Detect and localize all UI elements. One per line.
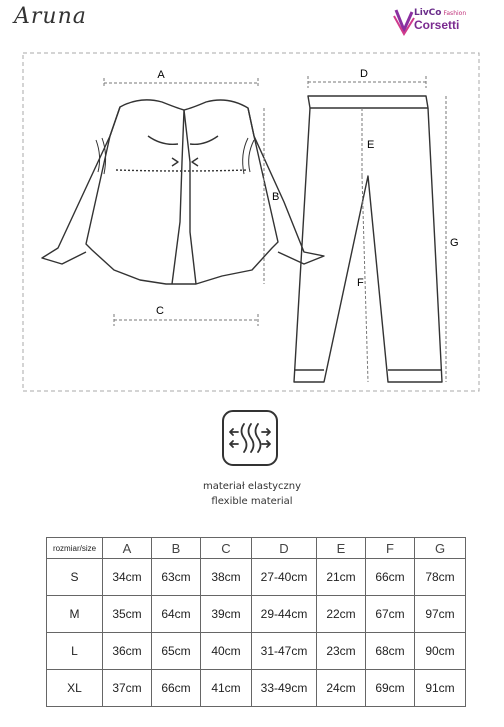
size-cell: S — [47, 559, 103, 596]
brand-name-text: Corsetti — [414, 18, 460, 32]
garment-diagram — [22, 52, 480, 392]
table-cell: 66cm — [366, 559, 415, 596]
label-e: E — [367, 139, 375, 151]
label-f: F — [357, 277, 364, 289]
table-cell: 66cm — [152, 670, 201, 707]
jacket-drawing — [42, 100, 324, 284]
table-cell: 41cm — [201, 670, 252, 707]
flexible-material-icon — [222, 410, 278, 466]
table-cell: 35cm — [103, 596, 152, 633]
brand-logo — [392, 4, 492, 38]
pants-dimensions — [308, 76, 446, 382]
size-table — [46, 537, 466, 707]
column-header-f: F — [366, 538, 415, 559]
column-header-d: D — [252, 538, 317, 559]
table-cell: 22cm — [317, 596, 366, 633]
table-row — [47, 596, 466, 633]
table-cell: 39cm — [201, 596, 252, 633]
table-cell: 31-47cm — [252, 633, 317, 670]
table-cell: 34cm — [103, 559, 152, 596]
table-cell: 38cm — [201, 559, 252, 596]
material-label-en: flexible material — [211, 496, 293, 507]
label-d: D — [360, 68, 368, 80]
stretch-arrows-icon — [224, 412, 276, 464]
table-cell: 23cm — [317, 633, 366, 670]
table-cell: 67cm — [366, 596, 415, 633]
brand-top-text: LivCo — [414, 8, 442, 18]
table-cell: 24cm — [317, 670, 366, 707]
material-label-pl: materiał elastyczny — [202, 481, 302, 492]
table-cell: 97cm — [415, 596, 466, 633]
label-b: B — [272, 191, 280, 203]
column-header-g: G — [415, 538, 466, 559]
table-cell: 21cm — [317, 559, 366, 596]
table-cell: 36cm — [103, 633, 152, 670]
table-cell: 37cm — [103, 670, 152, 707]
table-cell: 69cm — [366, 670, 415, 707]
column-header-c: C — [201, 538, 252, 559]
size-table-header — [47, 538, 466, 559]
product-title: Aruna — [14, 4, 87, 29]
label-g: G — [450, 237, 459, 249]
size-cell: XL — [47, 670, 103, 707]
table-cell: 78cm — [415, 559, 466, 596]
size-cell: M — [47, 596, 103, 633]
table-cell: 33-49cm — [252, 670, 317, 707]
table-cell: 64cm — [152, 596, 201, 633]
brand-tag-text: Fashion — [443, 10, 467, 17]
size-cell: L — [47, 633, 103, 670]
table-cell: 65cm — [152, 633, 201, 670]
table-cell: 91cm — [415, 670, 466, 707]
label-a: A — [157, 69, 165, 81]
table-cell: 68cm — [366, 633, 415, 670]
table-cell: 90cm — [415, 633, 466, 670]
size-table-corner: rozmiar/size — [47, 538, 103, 559]
table-row — [47, 633, 466, 670]
column-header-b: B — [152, 538, 201, 559]
label-c: C — [156, 305, 164, 317]
table-row — [47, 559, 466, 596]
table-cell: 40cm — [201, 633, 252, 670]
table-cell: 27-40cm — [252, 559, 317, 596]
table-cell: 63cm — [152, 559, 201, 596]
column-header-e: E — [317, 538, 366, 559]
column-header-a: A — [103, 538, 152, 559]
brand-logo-mark-icon — [392, 6, 416, 36]
table-row — [47, 670, 466, 707]
table-cell: 29-44cm — [252, 596, 317, 633]
